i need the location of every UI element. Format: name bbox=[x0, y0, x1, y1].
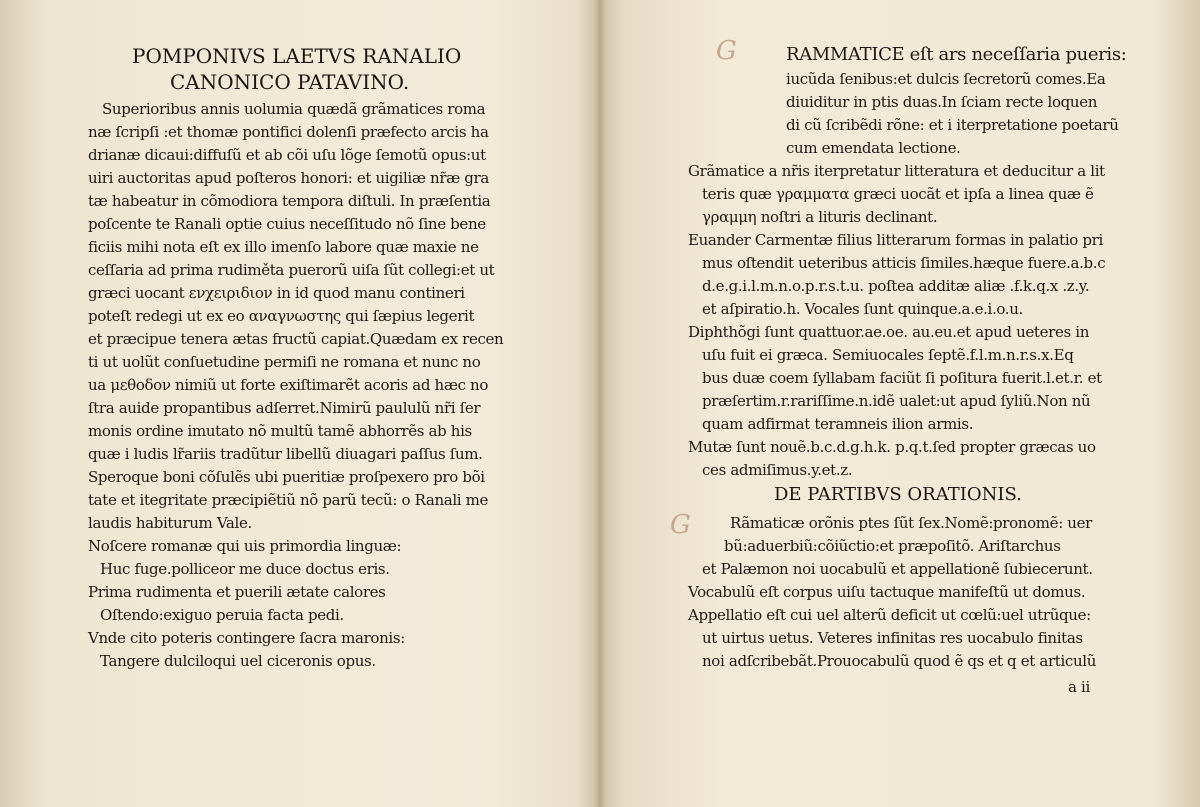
right-text-line: noi adſcribebãt.Prouocabulũ quod ẽ qs et q et articulũ bbox=[702, 652, 1097, 670]
left-text-line: ua μεθοδον nimiũ ut forte exiſtimarẽt acoris ad hæc no bbox=[88, 376, 489, 394]
right-text-line: Appellatio eſt cui uel alterũ deficit ut cœlũ:uel utrũque: bbox=[688, 606, 1091, 624]
left-verse-line: Noſcere romanæ qui uis primordia linguæ: bbox=[88, 537, 402, 555]
right-text-line: Rãmaticæ orõnis ptes ſũt ſex.Nomẽ:pronomẽ: uer bbox=[730, 514, 1092, 532]
left-text-line: ti ut uolũt conſuetudine permiſi ne romana et nunc no bbox=[88, 353, 481, 371]
left-text-line: et præcipue tenera ætas fructũ capiat.Quædam ex recen bbox=[88, 330, 504, 348]
left-page bbox=[0, 0, 594, 807]
right-text-line: ces admiſimus.y.et.z. bbox=[702, 461, 853, 479]
left-text-line: tate et itegritate præcipiẽtiũ nõ parũ tecũ: o Ranali me bbox=[88, 491, 489, 509]
right-text-line: teris quæ γραμματα græci uocãt et ipſa a linea quæ ẽ bbox=[702, 185, 1094, 203]
left-verse-line: Huc fuge.polliceor me duce doctus eris. bbox=[100, 560, 390, 578]
section-heading: DE PARTIBVS ORATIONIS. bbox=[774, 484, 1022, 505]
right-text-line: Mutæ ſunt nouẽ.b.c.d.g.h.k. p.q.t.ſed propter græcas uo bbox=[688, 438, 1096, 456]
left-text-line: tæ habeatur in cõmodiora tempora diſtuli. In præſentia bbox=[88, 192, 491, 210]
left-text-line: ceſſaria ad prima rudiměta puerorũ uiſa ſũt collegi:et ut bbox=[88, 261, 495, 279]
left-text-line: monis ordine imutato nõ multũ tamẽ abhorrẽs ab his bbox=[88, 422, 472, 440]
right-text-line: uſu fuit ei græca. Semiuocales ſeptẽ.f.l.m.n.r.s.x.Eq bbox=[702, 346, 1074, 364]
left-text-line: ſtra auide propantibus adſerret.Nimirũ paululũ nr̃i ſer bbox=[88, 399, 481, 417]
left-text-line: næ ſcripſi :et thomæ pontifici dolenſi præfecto arcis ha bbox=[88, 123, 489, 141]
right-text-line: præſertim.r.rariſſime.n.idẽ ualet:ut apud ſyliũ.Non nũ bbox=[702, 392, 1091, 410]
right-text-line: Grãmatice a nr̃is iterpretatur litteratura et deducitur a lit bbox=[688, 162, 1105, 180]
left-text-line: quæ i ludis lr̃ariis tradũtur libellũ diuagari paſſus ſum. bbox=[88, 445, 483, 463]
right-text-line: ut uirtus uetus. Veteres infinitas res uocabulo finitas bbox=[702, 629, 1083, 647]
left-text-line: uiri auctoritas apud poſteros honori: et uigiliæ nr̃æ gra bbox=[88, 169, 489, 187]
book-spine bbox=[594, 0, 606, 807]
left-text-line: Speroque boni cõſulẽs ubi pueritiæ proſpexero pro bõi bbox=[88, 468, 485, 486]
left-verse-line: Oſtendo:exiguo peruia facta pedi. bbox=[100, 606, 344, 624]
right-text-line: γραμμη noſtri a lituris declinant. bbox=[702, 208, 938, 226]
right-text-line: bũ:aduerbiũ:cõiũctio:et præpoſitõ. Ariſtarchus bbox=[724, 537, 1061, 555]
right-text-line: cum emendata lectione. bbox=[786, 139, 961, 157]
left-text-line: drianæ dicaui:diffuſũ et ab cõi uſu lõge ſemotũ opus:ut bbox=[88, 146, 486, 164]
right-text-line: di cũ ſcribẽdi rõne: et i iterpretatione poetarũ bbox=[786, 116, 1119, 134]
right-text-line: diuiditur in ptis duas.In ſciam recte loquen bbox=[786, 93, 1098, 111]
left-text-line: ficiis mihi nota eſt ex illo imenſo labore quæ maxie ne bbox=[88, 238, 479, 256]
left-text-line: poſcente te Ranali optie cuius neceſſitudo nõ ſine bene bbox=[88, 215, 486, 233]
signature-mark: a ii bbox=[1068, 678, 1090, 696]
left-text-line: græci uocant ενχειριδιον in id quod manu contineri bbox=[88, 284, 465, 302]
right-text-line: iucũda ſenibus:et dulcis ſecretorũ comes.Ea bbox=[786, 70, 1106, 88]
right-text-line: quam adfirmat teramneis ilion armis. bbox=[702, 415, 974, 433]
left-verse-line: Vnde cito poteris contingere ſacra maronis: bbox=[88, 629, 405, 647]
right-text-line: Euander Carmentæ filius litterarum formas in palatio pri bbox=[688, 231, 1103, 249]
right-text-line: Diphthõgi ſunt quattuor.ae.oe. au.eu.et apud ueteres in bbox=[688, 323, 1090, 341]
right-text-line: et aſpiratio.h. Vocales ſunt quinque.a.e.i.o.u. bbox=[702, 300, 1023, 318]
right-text-line: Vocabulũ eſt corpus uiſu tactuque manifeſtũ ut domus. bbox=[688, 583, 1086, 601]
guide-letter-initial: G bbox=[716, 36, 737, 66]
left-verse-line: Tangere dulciloqui uel ciceronis opus. bbox=[100, 652, 376, 670]
right-page bbox=[606, 0, 1200, 807]
left-text-line: Superioribus annis uolumia quædã grãmatices roma bbox=[102, 100, 486, 118]
left-verse-line: Prima rudimenta et puerili ætate calores bbox=[88, 583, 386, 601]
right-text-line: et Palæmon noi uocabulũ et appellationẽ ſubiecerunt. bbox=[702, 560, 1093, 578]
right-text-line: d.e.g.i.l.m.n.o.p.r.s.t.u. poſtea additæ aliæ .f.k.q.x .z.y. bbox=[702, 277, 1090, 295]
right-text-line: RAMMATICE eſt ars neceſſaria pueris: bbox=[786, 44, 1127, 65]
right-text-line: bus duæ coem ſyllabam faciũt ſi poſitura fuerit.l.et.r. et bbox=[702, 369, 1102, 387]
right-text-line: mus oſtendit ueteribus atticis ſimiles.hæque fuere.a.b.c bbox=[702, 254, 1106, 272]
left-heading-line-1: POMPONIVS LAETVS RANALIO bbox=[132, 44, 462, 68]
left-heading-line-2: CANONICO PATAVINO. bbox=[170, 70, 410, 94]
guide-letter-initial: G bbox=[670, 510, 691, 540]
left-text-line: laudis habiturum Vale. bbox=[88, 514, 252, 532]
left-text-line: poteſt redegi ut ex eo αναγνωστης qui ſæpius legerit bbox=[88, 307, 475, 325]
